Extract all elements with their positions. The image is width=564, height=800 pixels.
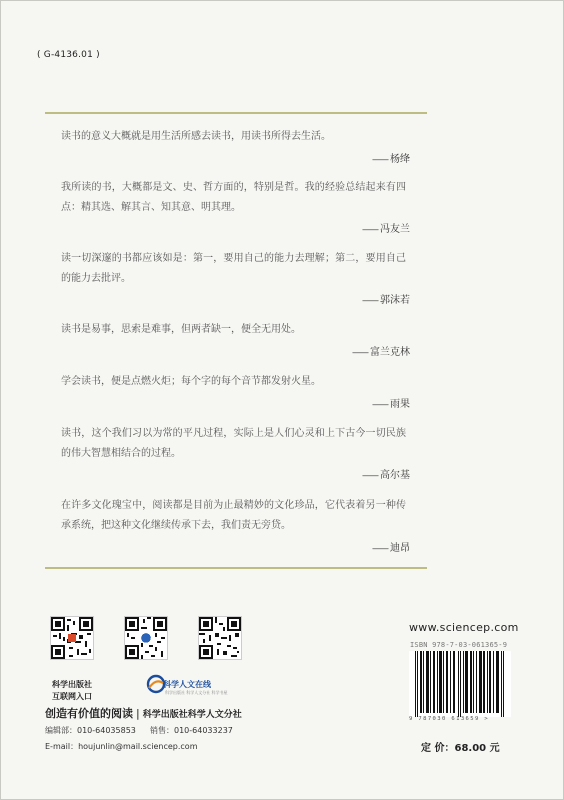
quote-text: 读书是易事，思索是难事，但两者缺一，便全无用处。 (61, 324, 301, 335)
logo-title: 科学人文在线 (163, 680, 211, 689)
quote-author: —— 迪昂 (372, 543, 410, 554)
qr-caption: 科学出版社 互联网入口 (52, 680, 92, 701)
isbn-barcode (409, 651, 511, 717)
sales-phone: 销售：010-64033237 (150, 726, 233, 735)
qr-code[interactable] (198, 616, 242, 660)
slogan: 创造有价值的阅读 | 科学出版社科学人文分社 (45, 707, 242, 720)
email-address: E-mail：houjunlin@mail.sciencep.com (45, 742, 198, 751)
isbn-number: ISBN 978-7-03-061365-9 (410, 641, 508, 649)
quote-author: —— 雨果 (372, 399, 410, 410)
quote-author: —— 郭沫若 (362, 295, 410, 306)
quote-text: 读一切深邃的书都应该如是：第一，要用自己的能力去理解；第二，要用自己的能力去批评。 (61, 253, 406, 284)
qr-code[interactable] (124, 616, 168, 660)
quote-text: 在许多文化瑰宝中，阅读都是目前为止最精妙的文化珍品，它代表着另一种传承系统，把这种文化继续传承下去，我们责无旁贷。 (61, 500, 406, 531)
editorial-phone: 编辑部：010-64035853 (45, 726, 136, 735)
barcode-digits: 9 787030 613659 > (409, 716, 490, 722)
quote-author: —— 富兰克林 (352, 347, 410, 358)
qr-code[interactable] (50, 616, 94, 660)
price: 定 价：68.00 元 (421, 743, 500, 754)
quote-text: 读书，这个我们习以为常的平凡过程，实际上是人们心灵和上下古今一切民族的伟大智慧相结合的过程。 (61, 428, 406, 459)
quote-author: —— 杨绛 (372, 154, 410, 165)
quote-text: 我所读的书，大概都是文、史、哲方面的，特别是哲。我的经验总结起来有四点：精其选、解其言、知其意、明其理。 (61, 182, 406, 213)
bottom-divider (45, 567, 427, 569)
publisher-website: www.sciencep.com (409, 621, 519, 634)
logo-subtitle: 科学出版社 科学人文分社 科学书屋 (165, 690, 228, 695)
top-divider (45, 112, 427, 114)
quote-author: —— 冯友兰 (362, 224, 410, 235)
quote-text: 学会读书，便是点燃火炬；每个字的每个音节都发射火星。 (61, 376, 321, 387)
quote-author: —— 高尔基 (362, 470, 410, 481)
quote-text: 读书的意义大概就是用生活所感去读书，用读书所得去生活。 (61, 131, 331, 142)
classification-code: ( G-4136.01 ) (37, 50, 100, 60)
